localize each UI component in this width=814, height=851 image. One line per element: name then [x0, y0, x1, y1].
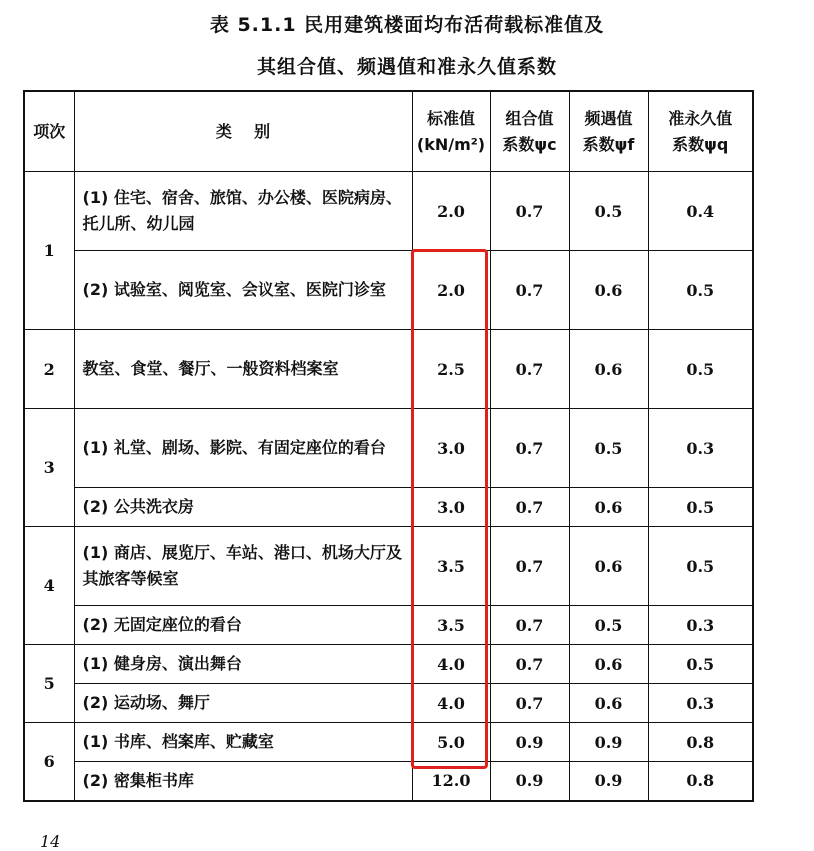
quasi-permanent-factor-cell: 0.3 — [648, 409, 753, 488]
frequent-factor-cell: 0.9 — [569, 762, 648, 801]
quasi-permanent-factor-cell: 0.5 — [648, 330, 753, 409]
frequent-factor-cell: 0.6 — [569, 251, 648, 330]
category-cell: (2) 试验室、阅览室、会议室、医院门诊室 — [74, 251, 412, 330]
standard-value-cell: 4.0 — [412, 645, 490, 684]
combination-factor-cell: 0.9 — [490, 723, 569, 762]
load-table — [23, 90, 754, 802]
standard-value-cell: 2.0 — [412, 251, 490, 330]
header-combination-factor — [490, 91, 569, 172]
standard-value-cell: 3.0 — [412, 488, 490, 527]
item-number-cell: 3 — [24, 409, 74, 527]
frequent-factor-cell: 0.6 — [569, 684, 648, 723]
standard-value-cell: 2.5 — [412, 330, 490, 409]
combination-factor-cell: 0.7 — [490, 488, 569, 527]
category-cell: (2) 公共洗衣房 — [74, 488, 412, 527]
table-title-line2: 其组合值、频遇值和准永久值系数 — [256, 56, 557, 78]
frequent-factor-cell: 0.6 — [569, 527, 648, 606]
header-standard-value-unit: (kN/m²) — [416, 134, 486, 154]
standard-value-cell: 3.0 — [412, 409, 490, 488]
table-row — [24, 172, 753, 251]
table-row — [24, 409, 753, 488]
combination-factor-cell: 0.7 — [490, 409, 569, 488]
frequent-factor-cell: 0.6 — [569, 488, 648, 527]
item-number-cell: 2 — [24, 330, 74, 409]
combination-factor-cell: 0.7 — [490, 684, 569, 723]
combination-factor-cell: 0.7 — [490, 330, 569, 409]
header-combination-line1: 组合值 — [505, 108, 554, 128]
category-cell: (1) 商店、展览厅、车站、港口、机场大厅及其旅客等候室 — [74, 527, 412, 606]
table-row — [24, 723, 753, 762]
category-cell: (1) 书库、档案库、贮藏室 — [74, 723, 412, 762]
header-item-no-label: 项次 — [33, 121, 66, 141]
item-number-cell: 6 — [24, 723, 74, 801]
quasi-permanent-factor-cell: 0.5 — [648, 251, 753, 330]
combination-factor-cell: 0.9 — [490, 762, 569, 801]
quasi-permanent-factor-cell: 0.3 — [648, 684, 753, 723]
quasi-permanent-factor-cell: 0.8 — [648, 762, 753, 801]
header-quasi-permanent-factor — [648, 91, 753, 172]
header-category-label: 类 别 — [215, 121, 271, 141]
header-standard-value — [412, 91, 490, 172]
standard-value-cell: 2.0 — [412, 172, 490, 251]
table-row — [24, 527, 753, 606]
quasi-permanent-factor-cell: 0.5 — [648, 645, 753, 684]
combination-factor-cell: 0.7 — [490, 251, 569, 330]
combination-factor-cell: 0.7 — [490, 172, 569, 251]
item-number-cell: 5 — [24, 645, 74, 723]
header-frequent-line1: 频遇值 — [584, 108, 633, 128]
standard-value-cell: 5.0 — [412, 723, 490, 762]
combination-factor-cell: 0.7 — [490, 606, 569, 645]
table-header-row — [24, 91, 753, 172]
header-quasi-line2: 系数ψq — [672, 134, 729, 154]
quasi-permanent-factor-cell: 0.8 — [648, 723, 753, 762]
category-cell: (1) 健身房、演出舞台 — [74, 645, 412, 684]
item-number-cell: 1 — [24, 172, 74, 330]
header-standard-value-line1: 标准值 — [426, 108, 475, 128]
quasi-permanent-factor-cell: 0.4 — [648, 172, 753, 251]
header-item-no — [24, 91, 74, 172]
category-cell: (2) 密集柜书库 — [74, 762, 412, 801]
quasi-permanent-factor-cell: 0.5 — [648, 527, 753, 606]
table-row — [24, 762, 753, 801]
header-quasi-line1: 准永久值 — [668, 108, 733, 128]
page-number: 14 — [40, 832, 61, 851]
header-frequent-factor — [569, 91, 648, 172]
frequent-factor-cell: 0.6 — [569, 645, 648, 684]
standard-value-cell: 3.5 — [412, 527, 490, 606]
table-row — [24, 645, 753, 684]
frequent-factor-cell: 0.6 — [569, 330, 648, 409]
category-cell: (2) 无固定座位的看台 — [74, 606, 412, 645]
category-cell: (1) 礼堂、剧场、影院、有固定座位的看台 — [74, 409, 412, 488]
quasi-permanent-factor-cell: 0.3 — [648, 606, 753, 645]
header-combination-line2: 系数ψc — [502, 134, 557, 154]
frequent-factor-cell: 0.5 — [569, 606, 648, 645]
combination-factor-cell: 0.7 — [490, 645, 569, 684]
table-title-line1: 表 5.1.1 民用建筑楼面均布活荷载标准值及 — [209, 14, 605, 36]
category-cell: (2) 运动场、舞厅 — [74, 684, 412, 723]
header-frequent-line2: 系数ψf — [582, 134, 635, 154]
frequent-factor-cell: 0.5 — [569, 172, 648, 251]
category-cell: 教室、食堂、餐厅、一般资料档案室 — [74, 330, 412, 409]
header-category — [74, 91, 412, 172]
standard-value-cell: 4.0 — [412, 684, 490, 723]
quasi-permanent-factor-cell: 0.5 — [648, 488, 753, 527]
frequent-factor-cell: 0.5 — [569, 409, 648, 488]
item-number-cell: 4 — [24, 527, 74, 645]
table-row — [24, 606, 753, 645]
category-cell: (1) 住宅、宿舍、旅馆、办公楼、医院病房、托儿所、幼儿园 — [74, 172, 412, 251]
combination-factor-cell: 0.7 — [490, 527, 569, 606]
table-row — [24, 330, 753, 409]
table-row — [24, 488, 753, 527]
frequent-factor-cell: 0.9 — [569, 723, 648, 762]
table-row — [24, 684, 753, 723]
table-row — [24, 251, 753, 330]
standard-value-cell: 3.5 — [412, 606, 490, 645]
standard-value-cell: 12.0 — [412, 762, 490, 801]
